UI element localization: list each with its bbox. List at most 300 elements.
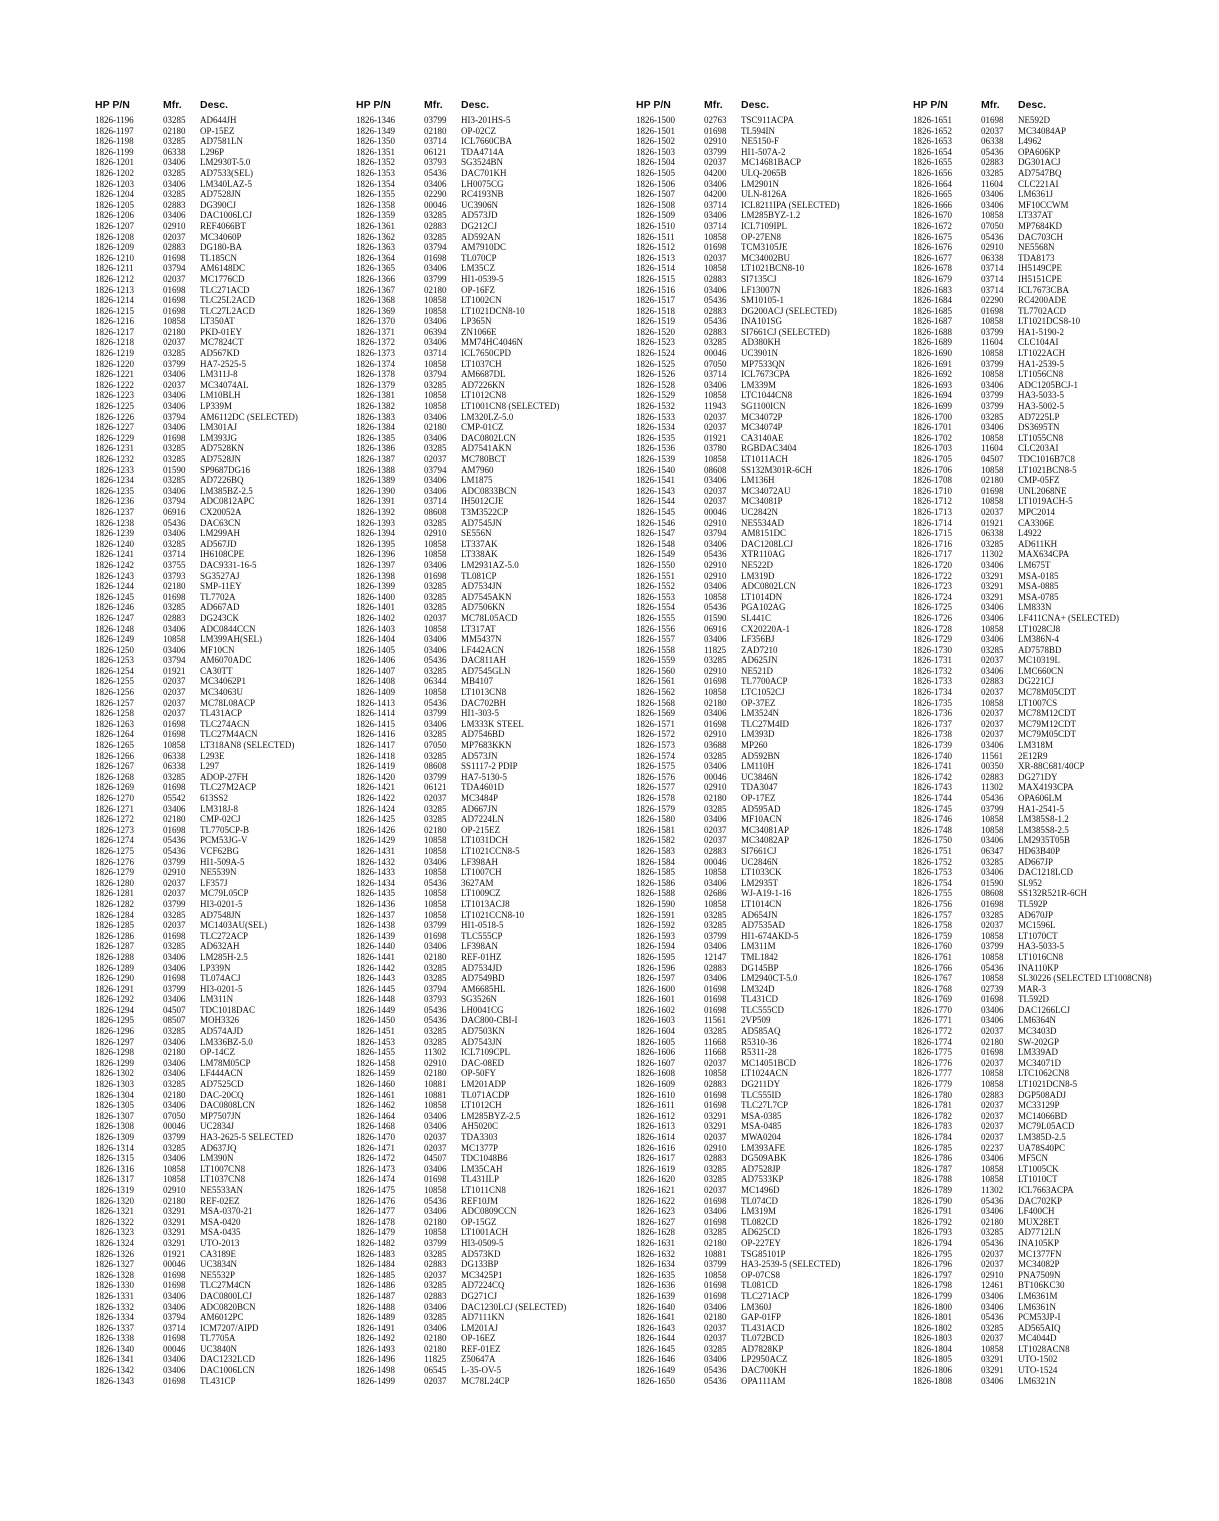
hp-part-number: 1826-1327 — [95, 1259, 134, 1270]
hp-part-number: 1826-1503 — [636, 146, 675, 157]
manufacturer-code: 03406 — [163, 994, 186, 1005]
hp-part-number: 1826-1546 — [636, 517, 675, 528]
part-row — [356, 994, 656, 1005]
part-description: HI1-507A-2 — [741, 146, 786, 157]
manufacturer-code: 10858 — [704, 231, 727, 242]
part-row — [95, 1174, 395, 1185]
part-description: TL081CP — [461, 570, 497, 581]
manufacturer-code: 03714 — [981, 263, 1004, 274]
part-description: MC34063U — [200, 687, 244, 698]
part-row — [913, 1111, 1213, 1122]
part-description: TLC27L2ACD — [200, 305, 255, 316]
part-row — [636, 1227, 936, 1238]
manufacturer-code: 03406 — [163, 178, 186, 189]
part-description: LM10BLH — [200, 390, 241, 401]
part-description: HI3-0201-5 — [200, 898, 243, 909]
part-description: TL592D — [1018, 994, 1049, 1005]
hp-part-number: 1826-1223 — [95, 390, 134, 401]
hp-part-number: 1826-1244 — [95, 581, 134, 592]
part-row — [95, 719, 395, 730]
part-description: MSA-0435 — [200, 1227, 241, 1238]
hp-part-number: 1826-1332 — [95, 1301, 134, 1312]
part-description: TLC27M4CN — [200, 1280, 252, 1291]
part-row — [913, 1068, 1213, 1079]
part-row — [95, 602, 395, 613]
hp-part-number: 1826-1387 — [356, 454, 395, 464]
hp-part-number: 1826-1641 — [636, 1312, 675, 1323]
part-description: AD7535AD — [741, 920, 785, 931]
hp-part-number: 1826-1805 — [913, 1354, 952, 1365]
part-row — [95, 147, 395, 158]
part-description: L-35-OV-5 — [461, 1365, 502, 1376]
part-description: OPA606KP — [1018, 146, 1061, 157]
manufacturer-code: 11668 — [704, 1047, 727, 1058]
part-row — [356, 1323, 656, 1334]
part-row — [95, 1079, 395, 1090]
manufacturer-code: 03285 — [163, 941, 186, 952]
part-description: HI1-303-5 — [461, 708, 499, 719]
description-header: Desc. — [461, 99, 490, 111]
part-description: LT318AN8 (SELECTED) — [200, 740, 295, 751]
part-row — [913, 390, 1213, 401]
part-row — [95, 1121, 395, 1132]
part-description: AM6687DL — [461, 369, 506, 380]
part-row — [636, 751, 936, 762]
manufacturer-code: 10858 — [704, 867, 727, 878]
manufacturer-code: 03799 — [981, 941, 1004, 952]
manufacturer-code: 02883 — [704, 962, 727, 973]
part-row — [95, 1005, 395, 1016]
part-description: AD595AD — [741, 803, 781, 814]
part-description: UC2834J — [200, 1121, 235, 1132]
hp-part-number: 1826-1294 — [95, 1004, 134, 1015]
part-row — [95, 168, 395, 179]
part-row — [95, 1143, 395, 1154]
part-description: AD7533KP — [741, 1174, 784, 1185]
hp-part-number: 1826-1358 — [356, 199, 395, 210]
part-row — [913, 359, 1213, 370]
part-row — [95, 899, 395, 910]
manufacturer-code: 03406 — [163, 1354, 186, 1365]
part-description: 613SS2 — [200, 793, 229, 803]
part-description: AD625CD — [741, 1227, 781, 1238]
part-description: LM311N — [200, 994, 234, 1005]
part-description: HI3-0509-5 — [461, 1237, 504, 1248]
hp-part-number: 1826-1361 — [356, 220, 395, 231]
hp-part-number: 1826-1555 — [636, 612, 675, 623]
manufacturer-code: 01698 — [424, 570, 447, 581]
manufacturer-code: 10858 — [981, 1174, 1004, 1185]
hp-part-number: 1826-1235 — [95, 485, 134, 496]
hp-part-number: 1826-1777 — [913, 1068, 952, 1079]
part-description: LM2940CT-5.0 — [741, 973, 798, 984]
hp-part-number: 1826-1429 — [356, 835, 395, 846]
part-row — [636, 1270, 936, 1281]
part-row — [913, 1090, 1213, 1101]
part-row — [636, 1037, 936, 1048]
manufacturer-code: 03406 — [163, 1068, 186, 1079]
hp-part-number: 1826-1475 — [356, 1184, 395, 1195]
part-row — [95, 592, 395, 603]
part-row — [95, 1312, 395, 1323]
hp-part-number: 1826-1793 — [913, 1227, 952, 1238]
part-row — [95, 539, 395, 550]
hp-part-number: 1826-1769 — [913, 994, 952, 1005]
hp-part-number: 1826-1715 — [913, 528, 952, 539]
part-row — [636, 221, 936, 232]
part-row — [95, 931, 395, 942]
manufacturer-code: 03285 — [704, 1343, 727, 1354]
part-row — [356, 528, 656, 539]
manufacturer-code: 03793 — [424, 994, 447, 1005]
manufacturer-code: 03406 — [163, 1100, 186, 1111]
manufacturer-code: 02037 — [704, 1184, 727, 1195]
hp-part-number: 1826-1716 — [913, 538, 952, 549]
hp-part-number: 1826-1591 — [636, 909, 675, 920]
part-row — [356, 793, 656, 804]
hp-part-number: 1826-1485 — [356, 1269, 395, 1280]
part-description: AD7224LN — [461, 814, 504, 825]
part-row — [356, 920, 656, 931]
part-row — [636, 1121, 936, 1132]
part-description: DAC702KP — [1018, 1195, 1063, 1206]
manufacturer-code: 05436 — [981, 231, 1004, 242]
hp-part-number: 1826-1652 — [913, 125, 952, 136]
hp-part-number: 1826-1422 — [356, 793, 395, 803]
part-row — [636, 136, 936, 147]
part-description: REF4066BT — [200, 220, 247, 231]
manufacturer-code: 11604 — [981, 337, 1004, 348]
part-row — [356, 507, 656, 518]
manufacturer-code: 03793 — [163, 570, 186, 581]
part-description: LM2931AZ-5.0 — [461, 559, 519, 570]
manufacturer-code: 03291 — [163, 1216, 186, 1227]
part-row — [356, 729, 656, 740]
manufacturer-code: 02910 — [163, 1184, 186, 1195]
hp-part-number: 1826-1592 — [636, 920, 675, 931]
part-description: HI3-201HS-5 — [461, 115, 511, 125]
part-description: UC3834N — [200, 1259, 238, 1270]
manufacturer-code: 03794 — [424, 369, 447, 380]
manufacturer-code: 02883 — [704, 273, 727, 284]
manufacturer-code: 01590 — [704, 612, 727, 623]
part-description: LT1005CK — [1018, 1163, 1059, 1174]
manufacturer-code: 11302 — [981, 1184, 1004, 1195]
manufacturer-code: 03406 — [704, 1354, 727, 1365]
manufacturer-code: 02290 — [981, 295, 1004, 306]
part-description: LF400CH — [1018, 1206, 1055, 1217]
part-description: HD63B40P — [1018, 845, 1061, 856]
parts-column-4 — [913, 96, 1213, 1386]
part-description: LT1019ACH-5 — [1018, 496, 1073, 507]
manufacturer-code: 03406 — [163, 1057, 186, 1068]
manufacturer-code: 00046 — [163, 1121, 186, 1132]
hp-part-number: 1826-1450 — [356, 1015, 395, 1026]
manufacturer-code: 03406 — [424, 634, 447, 645]
hp-part-number: 1826-1730 — [913, 644, 952, 655]
hp-part-number: 1826-1413 — [356, 697, 395, 708]
manufacturer-code: 10858 — [424, 1184, 447, 1195]
hp-part-number: 1826-1258 — [95, 708, 134, 719]
hp-part-number: 1826-1761 — [913, 951, 952, 962]
part-row — [913, 602, 1213, 613]
part-row — [913, 136, 1213, 147]
part-description: LM285H-2.5 — [200, 951, 248, 962]
part-description: ICL7673CBA — [1018, 284, 1070, 295]
manufacturer-code: 02910 — [704, 136, 727, 147]
hp-part-number: 1826-1317 — [95, 1174, 134, 1185]
part-description: TL592P — [1018, 898, 1048, 909]
hp-part-number: 1826-1256 — [95, 687, 134, 698]
manufacturer-code: 01698 — [163, 782, 186, 793]
part-row — [913, 549, 1213, 560]
manufacturer-code: 03406 — [424, 1121, 447, 1132]
hp-part-number: 1826-1240 — [95, 538, 134, 549]
part-description: PCM53JP-I — [1018, 1312, 1061, 1323]
part-row — [913, 1217, 1213, 1228]
hp-part-number: 1826-1265 — [95, 740, 134, 751]
manufacturer-code: 03406 — [704, 1301, 727, 1312]
part-description: LM385D-2.5 — [1018, 1132, 1066, 1142]
part-description: MC34084AP — [1018, 125, 1067, 136]
hp-part-number: 1826-1617 — [636, 1153, 675, 1164]
hp-part-number: 1826-1627 — [636, 1216, 675, 1227]
part-row — [913, 454, 1213, 465]
part-row — [356, 973, 656, 984]
part-description: NE521D — [741, 665, 773, 676]
manufacturer-code: 02883 — [981, 157, 1004, 168]
manufacturer-code: 05436 — [981, 146, 1004, 157]
description-header: Desc. — [200, 99, 229, 111]
part-description: DG271CJ — [461, 1290, 498, 1301]
part-description: LM301AJ — [200, 422, 238, 433]
part-row — [95, 115, 395, 126]
manufacturer-code: 03285 — [424, 1312, 447, 1323]
hp-part-number: 1826-1653 — [913, 136, 952, 147]
part-row — [356, 1238, 656, 1249]
manufacturer-code: 02037 — [163, 676, 186, 687]
part-row — [356, 359, 656, 370]
manufacturer-code: 10858 — [424, 401, 447, 412]
manufacturer-code: 01921 — [163, 1248, 186, 1259]
hp-part-number: 1826-1717 — [913, 549, 952, 560]
hp-part-number: 1826-1753 — [913, 867, 952, 878]
manufacturer-code: 01590 — [981, 877, 1004, 888]
part-description: LT1037CN8 — [200, 1174, 246, 1185]
part-row — [95, 782, 395, 793]
manufacturer-code: 03406 — [981, 559, 1004, 570]
manufacturer-code: 02910 — [981, 242, 1004, 253]
part-description: AD7503KN — [461, 1026, 505, 1037]
part-row — [356, 772, 656, 783]
manufacturer-code: 02883 — [163, 612, 186, 623]
part-description: LT1010CT — [1018, 1174, 1058, 1185]
hp-part-number: 1826-1415 — [356, 718, 395, 729]
manufacturer-code: 03406 — [704, 581, 727, 592]
part-description: TL594IN — [741, 125, 775, 136]
hp-part-number: 1826-1214 — [95, 295, 134, 306]
manufacturer-code: 00046 — [163, 1259, 186, 1270]
part-description: LT1013CN8 — [461, 687, 507, 698]
part-description: DG271DY — [1018, 771, 1058, 782]
manufacturer-code: 10858 — [981, 623, 1004, 634]
part-row — [356, 634, 656, 645]
manufacturer-code: 10858 — [424, 1100, 447, 1111]
part-row — [95, 740, 395, 751]
hp-part-number: 1826-1438 — [356, 920, 395, 931]
manufacturer-code: 02883 — [704, 845, 727, 856]
part-row — [95, 253, 395, 264]
manufacturer-code: 02180 — [163, 1195, 186, 1206]
part-row — [356, 761, 656, 772]
part-row — [356, 412, 656, 423]
part-description: ICL7650CPD — [461, 348, 512, 359]
part-description: REF-01EZ — [461, 1343, 501, 1354]
part-row — [913, 613, 1213, 624]
manufacturer-code: 02037 — [163, 877, 186, 888]
hp-part-number: 1826-1417 — [356, 740, 395, 751]
manufacturer-code: 02037 — [704, 835, 727, 846]
part-row — [636, 645, 936, 656]
manufacturer-code: 03406 — [424, 1301, 447, 1312]
part-description: CA3306E — [1018, 517, 1054, 528]
part-row — [95, 1068, 395, 1079]
part-description: TLC555ID — [741, 1089, 781, 1100]
manufacturer-code: 04507 — [424, 1153, 447, 1164]
hp-part-number: 1826-1290 — [95, 973, 134, 984]
hp-part-number: 1826-1516 — [636, 284, 675, 295]
part-row — [95, 1037, 395, 1048]
hp-part-number: 1826-1687 — [913, 316, 952, 327]
part-description: AD7528JP — [741, 1163, 781, 1174]
part-row — [913, 676, 1213, 687]
part-description: MC1377FN — [1018, 1248, 1062, 1259]
manufacturer-code: 03406 — [424, 337, 447, 348]
part-description: LP2950ACZ — [741, 1354, 788, 1365]
part-description: AD7547BQ — [1018, 167, 1062, 178]
hp-part-number: 1826-1509 — [636, 210, 675, 221]
hp-part-number: 1826-1806 — [913, 1365, 952, 1376]
hp-part-number: 1826-1644 — [636, 1333, 675, 1344]
manufacturer-code: 03285 — [981, 411, 1004, 422]
hp-part-number: 1826-1215 — [95, 305, 134, 316]
part-row — [636, 285, 936, 296]
part-description: DAC811AH — [461, 655, 507, 666]
part-row — [356, 782, 656, 793]
hp-part-number: 1826-1725 — [913, 602, 952, 613]
part-description: DAC701KH — [461, 167, 507, 178]
part-description: WJ-A19-1-16 — [741, 888, 791, 899]
part-description: MC14051BCD — [741, 1057, 797, 1068]
hp-part-number: 1826-1529 — [636, 390, 675, 401]
manufacturer-code: 10858 — [163, 1174, 186, 1185]
manufacturer-code: 03285 — [424, 973, 447, 984]
manufacturer-code: 10858 — [424, 909, 447, 920]
hp-part-number: 1826-1613 — [636, 1121, 675, 1132]
hp-part-number: 1826-1580 — [636, 814, 675, 825]
part-row — [356, 1270, 656, 1281]
part-description: AM7910DC — [461, 242, 507, 253]
part-row — [356, 316, 656, 327]
hp-part-number: 1826-1419 — [356, 761, 395, 772]
manufacturer-code: 03794 — [704, 528, 727, 539]
manufacturer-code: 03406 — [163, 422, 186, 433]
hp-part-number: 1826-1678 — [913, 263, 952, 274]
manufacturer-code: 01698 — [163, 284, 186, 295]
hp-part-number: 1826-1363 — [356, 242, 395, 253]
part-description: DAC9331-16-5 — [200, 559, 257, 570]
part-row — [356, 369, 656, 380]
part-row — [636, 115, 936, 126]
manufacturer-code: 00046 — [704, 856, 727, 867]
part-description: LM2935T — [741, 877, 778, 888]
manufacturer-code: 02180 — [704, 793, 727, 803]
part-row — [636, 666, 936, 677]
part-description: AD565AIQ — [1018, 1322, 1061, 1333]
manufacturer-code: 05436 — [424, 1015, 447, 1026]
part-description: DAC1006LCJ — [200, 210, 253, 221]
manufacturer-code: 10881 — [424, 1079, 447, 1090]
part-row — [356, 433, 656, 444]
manufacturer-code: 03406 — [424, 941, 447, 952]
part-description: LM390N — [200, 1153, 234, 1164]
part-row — [95, 390, 395, 401]
hp-part-number: 1826-1229 — [95, 432, 134, 443]
manufacturer-code: 10858 — [704, 591, 727, 602]
part-description: LM201ADP — [461, 1079, 507, 1090]
hp-part-number: 1826-1322 — [95, 1216, 134, 1227]
manufacturer-code: 03285 — [163, 538, 186, 549]
part-row — [913, 337, 1213, 348]
part-description: LT1037CH — [461, 358, 502, 369]
part-row — [636, 1206, 936, 1217]
part-description: MC33129P — [1018, 1100, 1060, 1111]
hp-part-number: 1826-1331 — [95, 1290, 134, 1301]
manufacturer-code: 03406 — [704, 475, 727, 486]
part-description: ICL7109CPL — [461, 1047, 511, 1058]
hp-part-number: 1826-1541 — [636, 475, 675, 486]
part-description: DAC1208LCJ — [741, 538, 794, 549]
part-row — [95, 486, 395, 497]
hp-part-number: 1826-1597 — [636, 973, 675, 984]
part-description: TDA4601D — [461, 782, 504, 793]
manufacturer-code: 02037 — [424, 1269, 447, 1280]
part-row — [95, 549, 395, 560]
part-description: CMP-02CJ — [200, 814, 241, 825]
hp-part-number: 1826-1236 — [95, 496, 134, 507]
part-description: TLC271ACP — [741, 1290, 790, 1301]
hp-part-number: 1826-1691 — [913, 358, 952, 369]
manufacturer-code: 03714 — [981, 284, 1004, 295]
part-description: OPA111AM — [741, 1375, 786, 1386]
part-row — [636, 443, 936, 454]
part-row — [95, 963, 395, 974]
part-description: LT1016CN8 — [1018, 951, 1064, 962]
part-description: HA3-5033-5 — [1018, 941, 1064, 952]
part-row — [95, 1259, 395, 1270]
part-description: MC34060P — [200, 231, 242, 242]
part-description: LM35CAH — [461, 1163, 503, 1174]
part-row — [636, 1376, 936, 1387]
part-description: INA101SG — [741, 316, 783, 327]
manufacturer-code: 05436 — [704, 549, 727, 560]
hp-part-number: 1826-1577 — [636, 782, 675, 793]
hp-part-number: 1826-1533 — [636, 411, 675, 422]
part-row — [913, 655, 1213, 666]
manufacturer-code: 03406 — [424, 432, 447, 443]
part-row — [95, 263, 395, 274]
part-description: L296P — [200, 146, 225, 157]
